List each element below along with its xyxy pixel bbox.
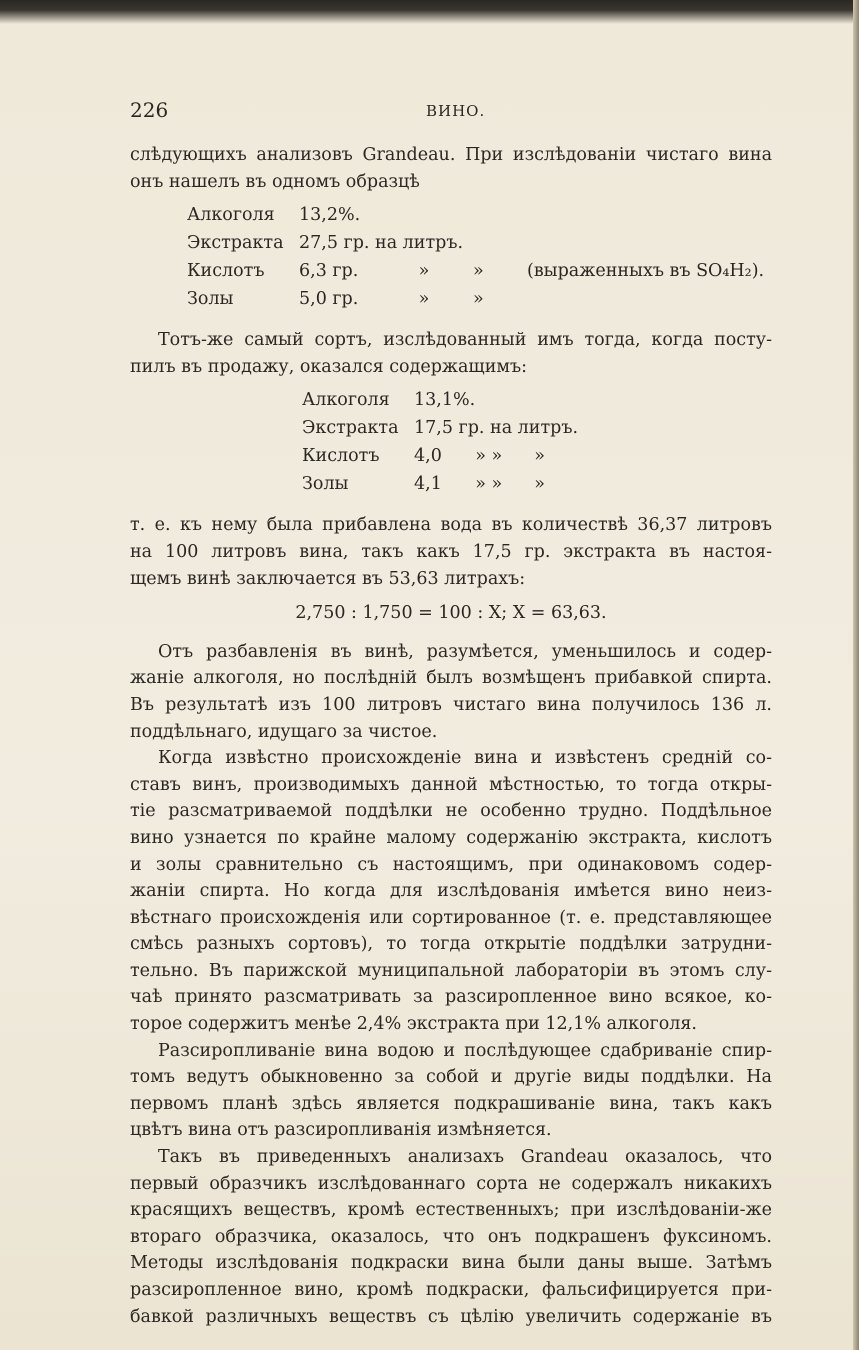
- table-cell: 4,1: [414, 474, 442, 495]
- table-cell: 6,3 гр.: [299, 260, 359, 281]
- table-row: [187, 229, 764, 257]
- table-cell: Алкоголя: [302, 390, 390, 411]
- table-row: [302, 442, 578, 470]
- table-cell: Кислотъ: [302, 446, 380, 467]
- text-line: пилъ въ продажу, оказался содержащимъ:: [130, 356, 528, 377]
- body-text: [130, 142, 772, 1330]
- text-line: тельно. Въ парижской муниципальной лабораторіи въ этомъ слу-: [130, 960, 772, 981]
- table-cell: » »: [475, 446, 503, 467]
- table-cell: 13,1%.: [414, 390, 476, 411]
- table-cell: 5,0 гр.: [299, 288, 359, 309]
- table-cell: Экстракта: [302, 418, 399, 439]
- table-row: [302, 470, 578, 498]
- page-header: [130, 98, 770, 124]
- table-row: [302, 386, 578, 414]
- text-line: т. е. къ нему была прибавлена вода въ количествѣ 36,37 литровъ: [130, 515, 772, 536]
- analysis-table-sold: [302, 386, 578, 498]
- text-line: красящихъ веществъ, кромѣ естественныхъ; при изслѣдованіи-же: [130, 1200, 772, 1221]
- text-line: бавкой различныхъ веществъ съ цѣлію увеличить содержаніе въ: [130, 1306, 772, 1327]
- table-cell: 13,2%.: [299, 204, 361, 225]
- text-line: щемъ винѣ заключается въ 53,63 литрахъ:: [130, 568, 526, 589]
- text-line: вино узнается по крайне малому содержанію экстракта, кислотъ: [130, 827, 772, 848]
- table-row: [187, 201, 764, 229]
- table-row: [187, 285, 764, 313]
- table-cell: »: [534, 446, 545, 467]
- table-cell: [527, 285, 764, 313]
- table-cell: » »: [475, 474, 503, 495]
- text-line: Тотъ-же самый сортъ, изслѣдованный имъ тогда, когда посту-: [158, 330, 772, 351]
- text-line: смѣсь разныхъ сортовъ), то тогда открытіе поддѣлки затрудни-: [130, 934, 772, 955]
- text-line: первомъ планѣ здѣсь является подкрашиваніе вина, такъ какъ: [130, 1093, 772, 1114]
- analysis-table-pure: [187, 201, 764, 313]
- text-line: томъ ведутъ обыкновенно за собой и другіе виды поддѣлки. На: [130, 1067, 772, 1088]
- text-line: цвѣтъ вина отъ разсиропливанія измѣняется.: [130, 1120, 552, 1141]
- text-line: поддѣльнаго, идущаго за чистое.: [130, 721, 438, 742]
- table-cell: Золы: [302, 474, 349, 495]
- text-line: торое содержитъ менѣе 2,4% экстракта при 12,1% алкоголя.: [130, 1014, 697, 1035]
- text-line: и золы сравнительно съ настоящимъ, при одинаковомъ содер-: [130, 854, 772, 875]
- text-line: втораго образчика, оказалось, что онъ подкрашенъ фуксиномъ.: [130, 1226, 772, 1247]
- text-line: первый образчикъ изслѣдованнаго сорта не содержалъ никакихъ: [130, 1173, 772, 1194]
- table-cell: Алкоголя: [187, 204, 275, 225]
- table-cell: (выраженныхъ въ SO₄H₂).: [527, 260, 765, 281]
- table-row: [302, 414, 578, 442]
- text-line: Отъ разбавленія въ винѣ, разумѣется, уменьшилось и содер-: [158, 641, 772, 662]
- table-cell: 27,5 гр. на литръ.: [299, 232, 464, 253]
- text-line: Разсиропливаніе вина водою и послѣдующее сдабриваніе спир-: [158, 1040, 772, 1061]
- table-cell: »: [473, 260, 484, 281]
- table-row: [187, 257, 764, 285]
- text-line: слѣдующихъ анализовъ Grandeau. При изслѣдованіи чистаго вина: [130, 145, 772, 165]
- formula: 2,750 : 1,750 = 100 : X; X = 63,63.: [295, 603, 607, 624]
- text-line: онъ нашелъ въ одномъ образцѣ: [130, 171, 420, 192]
- text-line: жаніи спирта. Но когда для изслѣдованія имѣется вино неиз-: [130, 881, 772, 902]
- text-line: Методы изслѣдованія подкраски вина были даны выше. Затѣмъ: [130, 1253, 772, 1274]
- text-line: разсиропленное вино, кромѣ подкраски, фальсифицируется при-: [130, 1280, 772, 1300]
- text-line: вѣстнаго происхожденія или сортированное (т. е. представляющее: [130, 907, 772, 928]
- table-cell: »: [418, 260, 430, 281]
- running-title: ВИНО.: [426, 102, 486, 120]
- table-cell: Экстракта: [187, 232, 284, 253]
- table-cell: »: [534, 474, 545, 495]
- table-cell: »: [473, 288, 484, 309]
- text-line: жаніе алкоголя, но послѣдній былъ возмѣщенъ прибавкой спирта.: [130, 668, 772, 689]
- table-cell: 17,5 гр. на литръ.: [414, 418, 579, 439]
- text-line: Когда извѣстно происхожденіе вина и извѣстенъ средній со-: [158, 748, 772, 769]
- table-cell: »: [418, 288, 430, 309]
- text-line: на 100 литровъ вина, такъ какъ 17,5 гр. экстракта въ настоя-: [130, 541, 772, 562]
- table-cell: 4,0: [414, 446, 442, 467]
- page-number: 226: [130, 98, 169, 122]
- page-edge-shadow: [853, 0, 859, 1350]
- text-line: тіе разсматриваемой поддѣлки не особенно трудно. Поддѣльное: [130, 801, 772, 822]
- text-line: Такъ въ приведенныхъ анализахъ Grandeau оказалось, что: [158, 1147, 772, 1168]
- text-line: чаѣ принято разсматривать за разсиропленное вино всякое, ко-: [130, 987, 772, 1008]
- text-line: ставъ винъ, производимыхъ данной мѣстностью, то тогда откры-: [130, 774, 772, 795]
- table-cell: Золы: [187, 288, 234, 309]
- table-cell: Кислотъ: [187, 260, 265, 281]
- text-line: Въ результатѣ изъ 100 литровъ чистаго вина получилось 136 л.: [130, 694, 772, 715]
